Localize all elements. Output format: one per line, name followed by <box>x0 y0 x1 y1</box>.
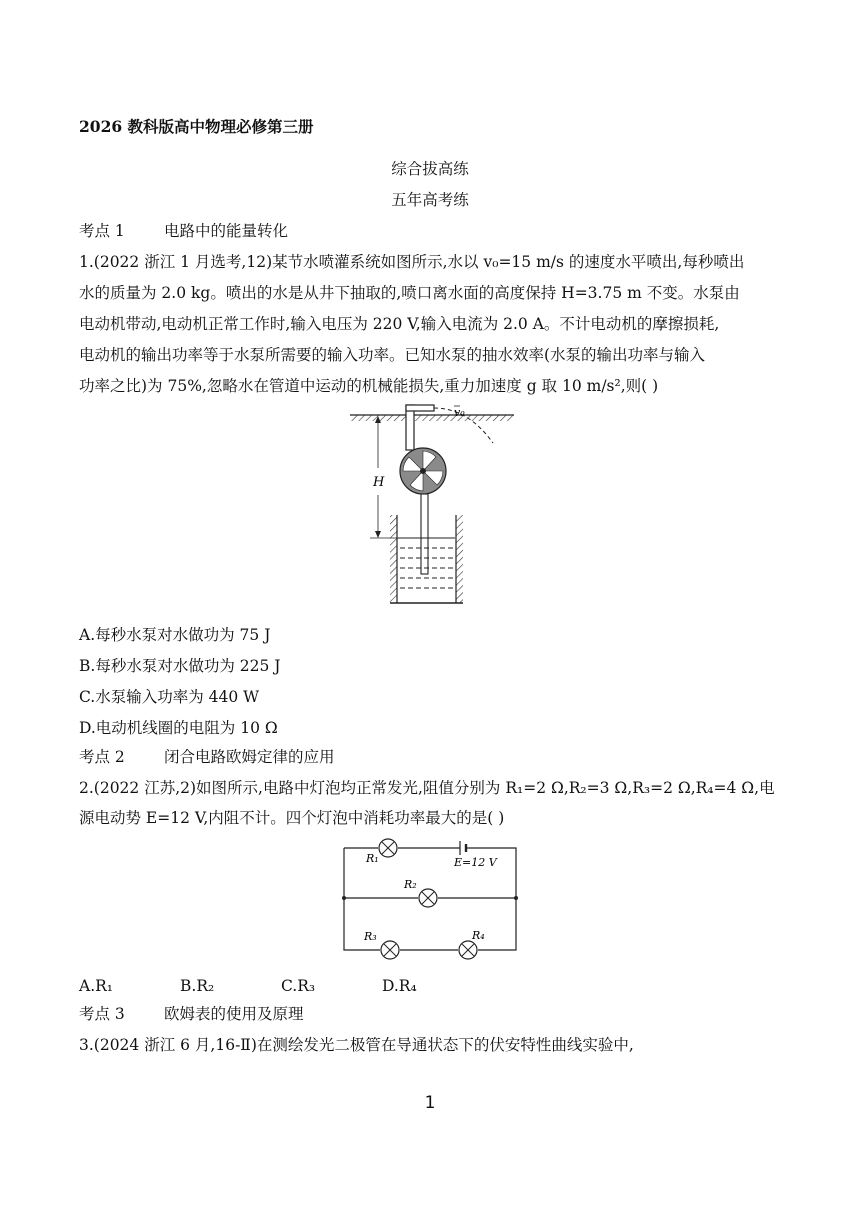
q1-line: 功率之比)为 75%,忽略水在管道中运动的机械能损失,重力加速度 g 取 10 m/s²,则( ) <box>79 377 659 395</box>
R3-label: R₃ <box>364 930 377 943</box>
q1-option-d: D.电动机线圈的电阻为 10 Ω <box>79 719 278 737</box>
pump-figure <box>348 403 516 607</box>
q2-option-c: C.R₃ <box>281 977 316 995</box>
pump-icon <box>400 448 446 494</box>
lamp-icon <box>379 839 397 857</box>
emf-label: E=12 V <box>454 856 497 869</box>
q1-line: 1.(2022 浙江 1 月选考,12)某节水喷灌系统如图所示,水以 v₀=15 m/s 的速度水平喷出,每秒喷出 <box>79 253 745 271</box>
lamp-icon <box>381 941 399 959</box>
topic-number: 考点 1 <box>79 222 125 240</box>
q1-line: 水的质量为 2.0 kg。喷出的水是从井下抽取的,喷口离水面的高度保持 H=3.75 m 不变。水泵由 <box>79 284 740 302</box>
topic-number: 考点 2 <box>79 748 125 766</box>
ground-surface <box>350 415 514 421</box>
topic-2-heading <box>79 747 335 767</box>
section-title: 综合拔高练 <box>391 160 469 178</box>
book-title: 2026 教科版高中物理必修第三册 <box>79 117 314 136</box>
battery-icon <box>460 841 466 855</box>
q2-option-a: A.R₁ <box>79 977 114 995</box>
lamp-icon <box>419 889 437 907</box>
inlet-pipe <box>421 494 428 574</box>
q1-line: 电动机的输出功率等于水泵所需要的输入功率。已知水泵的抽水效率(水泵的输出功率与输入 <box>79 346 706 364</box>
R2-label: R₂ <box>404 878 417 891</box>
topic-1-heading <box>79 221 288 241</box>
q1-option-b: B.每秒水泵对水做功为 225 J <box>79 657 281 675</box>
q2-option-b: B.R₂ <box>180 977 215 995</box>
q2-option-d: D.R₄ <box>382 977 417 995</box>
q1-option-c: C.水泵输入功率为 440 W <box>79 688 260 706</box>
q1-line: 电动机带动,电动机正常工作时,输入电压为 220 V,输入电流为 2.0 A。不计电动机的摩擦损耗, <box>79 315 720 333</box>
R4-label: R₄ <box>472 929 485 942</box>
topic-title: 电路中的能量转化 <box>164 222 289 240</box>
q3-line: 3.(2024 浙江 6 月,16-Ⅱ)在测绘发光二极管在导通状态下的伏安特性曲线实验中, <box>79 1036 634 1054</box>
topic-3-heading <box>79 1004 304 1024</box>
q2-line: 源电动势 E=12 V,内阻不计。四个灯泡中消耗功率最大的是( ) <box>79 809 505 827</box>
topic-number: 考点 3 <box>79 1005 125 1023</box>
q2-line: 2.(2022 江苏,2)如图所示,电路中灯泡均正常发光,阻值分别为 R₁=2 Ω,R₂=3 Ω,R₃=2 Ω,R₄=4 Ω,电 <box>79 779 775 797</box>
nozzle-pipe <box>406 405 434 450</box>
q1-option-a: A.每秒水泵对水做功为 75 J <box>79 626 271 644</box>
lamp-icon <box>459 941 477 959</box>
circuit-figure <box>338 836 522 964</box>
H-label: H <box>373 475 385 490</box>
topic-title: 闭合电路欧姆定律的应用 <box>164 748 335 766</box>
topic-title: 欧姆表的使用及原理 <box>164 1005 304 1023</box>
q2-options <box>79 976 483 996</box>
R1-label: R₁ <box>366 852 379 865</box>
v0-label: v₀ <box>454 406 465 419</box>
section-subtitle: 五年高考练 <box>391 191 469 209</box>
page-number: 1 <box>424 1093 436 1113</box>
